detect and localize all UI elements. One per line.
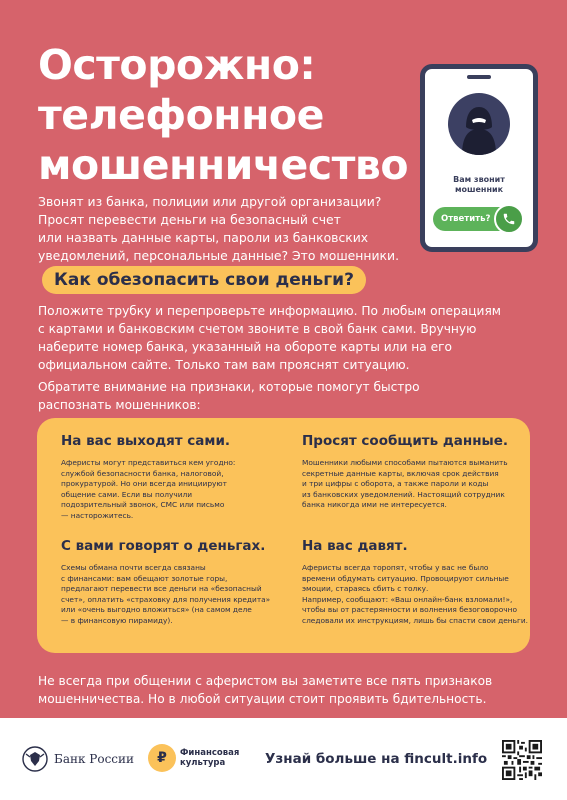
sign-line: эмоции, стараясь сбить с толку. — [302, 584, 429, 594]
signs-intro-paragraph — [38, 378, 538, 414]
closing-line: мошенничества. Но в любой ситуации стоит проявить бдительность. — [38, 692, 487, 706]
phone-illustration — [420, 64, 538, 252]
sign-line: предлагают перевести все деньги на «безопасный — [61, 584, 262, 594]
sign-line: общение сами. Если вы получили — [61, 489, 193, 499]
advice-line: Положите трубку и перепроверьте информацию. По любым операциям — [38, 304, 501, 318]
sign-line: секретные данные карты, включая срок действия — [302, 468, 499, 478]
sign-line: следовали их инструкциям, лишь бы спасти свои деньги. — [302, 615, 528, 625]
sign-line: или «очень выгодно вложиться» (на самом деле — [61, 605, 252, 615]
sign-line: и три цифры с оборота, а также пароли и коды — [302, 479, 489, 489]
section-subtitle: Как обезопасить свои деньги? — [42, 266, 366, 294]
sign-line: с финансами: вам обещают золотые горы, — [61, 573, 228, 583]
sign-line: чтобы вы от растерянности и волнения безоговорочно — [302, 605, 517, 615]
fin-culture-name — [180, 748, 239, 768]
intro-line: уведомлений, персональные данные? Это мошенники. — [38, 248, 400, 263]
sign-line: Мошенники любыми способами пытаются выманить — [302, 458, 508, 467]
sign-title: На вас давят. — [302, 538, 408, 554]
sign-card — [302, 432, 508, 511]
sign-card — [61, 537, 270, 627]
qr-code-icon — [502, 740, 542, 780]
sign-line: службой безопасности банка, налоговой, — [61, 468, 224, 478]
caller-line: мошенник — [454, 185, 504, 194]
answer-button — [433, 207, 518, 231]
advice-line: с картами и банковским счетом звоните в свой банк сами. Вручную — [38, 322, 477, 336]
sign-line: Аферисты всегда торопят, чтобы у вас не было — [302, 563, 489, 572]
signs-intro-line: Обратите внимание на признаки, которые помогут быстро — [38, 380, 420, 394]
sign-title: С вами говорят о деньгах. — [61, 538, 266, 554]
phone-handset-icon — [494, 204, 524, 234]
closing-paragraph — [38, 672, 538, 708]
sign-card — [302, 537, 528, 627]
sign-line: — в финансовую пирамиду). — [61, 615, 173, 625]
hacker-avatar-icon — [448, 93, 510, 155]
intro-line: или назвать данные карты, пароли из банковских — [38, 230, 369, 245]
signs-intro-line: распознать мошенников: — [38, 398, 201, 412]
sign-text — [302, 458, 508, 511]
intro-line: Звонят из банка, полиции или другой организации? — [38, 194, 382, 209]
caller-label — [425, 175, 533, 195]
phone-notch — [467, 75, 491, 79]
sign-line: Аферисты могут представиться кем угодно: — [61, 458, 236, 467]
caller-line: Вам звонит — [453, 175, 505, 184]
advice-line: официальном сайте. Только там вам прояснят ситуацию. — [38, 358, 410, 372]
sign-line: времени обдумать ситуацию. Провоцируют сильные — [302, 573, 509, 583]
title-line: телефонное — [38, 91, 324, 139]
sign-line: — насторожитесь. — [61, 510, 134, 520]
signs-box — [37, 418, 530, 653]
sign-line: Схемы обмана почти всегда связаны — [61, 563, 206, 572]
sign-text — [61, 563, 270, 627]
sign-line: Например, сообщают: «Ваш онлайн-банк взломали!», — [302, 594, 513, 604]
advice-line: наберите номер банка, указанный на обороте карты или на его — [38, 340, 452, 354]
sign-line: из банковских уведомлений. Настоящий сотрудник — [302, 489, 505, 499]
advice-paragraph — [38, 302, 538, 374]
intro-text — [38, 193, 398, 265]
sign-card — [61, 432, 235, 522]
title-line: Осторожно: — [38, 41, 316, 89]
sign-line: счет», оплатить «страховку для получения кредита» — [61, 594, 271, 604]
sign-text — [61, 458, 235, 522]
intro-line: Просят перевести деньги на безопасный счет — [38, 212, 341, 227]
sign-text — [302, 563, 528, 627]
sign-line: прокуратурой. Но они всегда инициируют — [61, 479, 227, 489]
footer — [0, 718, 567, 800]
fin-culture-logo: ₽ — [148, 744, 176, 772]
fin-name-line: культура — [180, 758, 226, 768]
bank-emblem-icon — [22, 746, 48, 772]
sign-title: На вас выходят сами. — [61, 433, 231, 449]
fin-name-line: Финансовая — [180, 748, 240, 758]
sign-line: подозрительный звонок, СМС или письмо — [61, 500, 225, 510]
bank-name: Банк России — [54, 752, 135, 766]
closing-line: Не всегда при общении с аферистом вы заметите все пять признаков — [38, 674, 493, 688]
more-info-link[interactable]: Узнай больше на fincult.info — [265, 751, 488, 767]
sign-title: Просят сообщить данные. — [302, 433, 509, 449]
title-line: мошенничество — [38, 141, 409, 189]
page-title — [38, 40, 409, 190]
answer-label: Ответить? — [441, 214, 491, 224]
sign-line: банка никогда ими не интересуется. — [302, 500, 447, 510]
